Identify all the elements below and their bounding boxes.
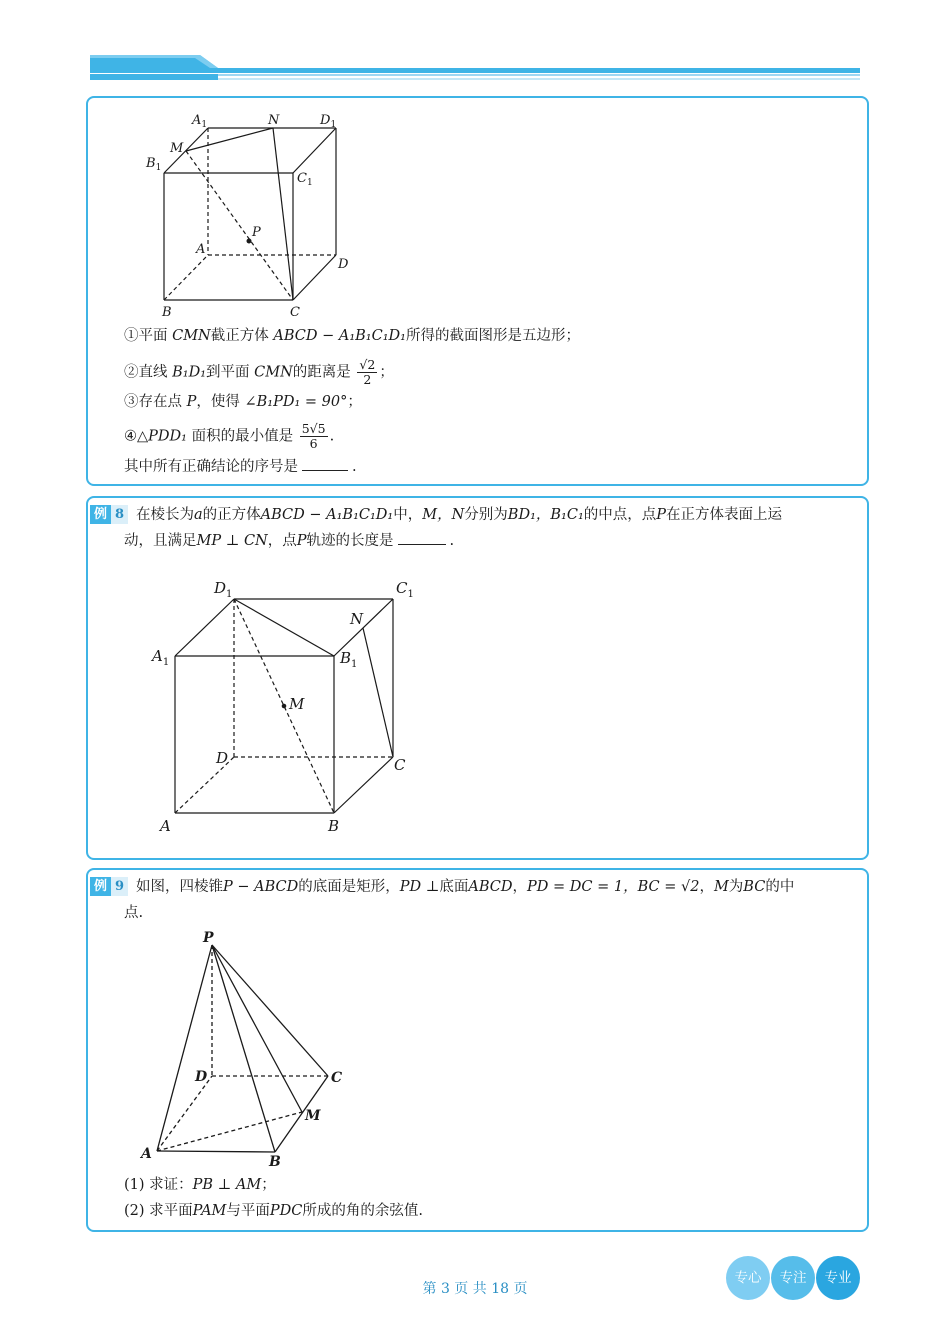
edge-CD bbox=[293, 255, 336, 300]
statement-3: ③存在点 P，使得 ∠B₁PD₁ = 90°； bbox=[124, 394, 362, 410]
page-number: 第 3 页 共 18 页 bbox=[422, 1281, 528, 1297]
svg-text:A: A bbox=[196, 242, 206, 257]
svg-text:D: D bbox=[338, 257, 349, 272]
point-P bbox=[247, 239, 252, 244]
segment-D1B1 bbox=[234, 599, 334, 656]
pyramid-figure-q9 bbox=[135, 925, 365, 1175]
point-M bbox=[282, 704, 287, 709]
svg-text:B1: $B_1$ bbox=[340, 649, 358, 670]
edge-AD-hidden bbox=[157, 1076, 212, 1151]
edge-C1D1 bbox=[293, 128, 336, 173]
statement-4: ④△PDD₁ 面积的最小值是 $\frac{5√5}{6}$ . bbox=[124, 421, 335, 451]
svg-text:P: P bbox=[252, 225, 261, 240]
svg-text:D: D bbox=[195, 1069, 208, 1085]
svg-text:B: B bbox=[269, 1154, 281, 1170]
svg-text:D1: $D_1$ bbox=[320, 113, 337, 130]
svg-text:M: M bbox=[170, 141, 184, 156]
svg-text:C1: $C_1$ bbox=[396, 579, 414, 600]
header-banner bbox=[0, 0, 950, 90]
statement-1: ①平面 CMN截正方体 ABCD − A₁B₁C₁D₁所得的截面图形是五边形； bbox=[124, 328, 580, 344]
cube-figure-q8 bbox=[150, 575, 440, 840]
example-9-part-1: (1) 求证：PB ⊥ AM； bbox=[124, 1177, 276, 1193]
svg-text:A1: $A_1$ bbox=[152, 647, 170, 668]
example-9-tag: 例 9 bbox=[90, 877, 128, 896]
edge-AB bbox=[157, 1151, 275, 1152]
edge-PA bbox=[157, 945, 212, 1151]
edge-BC bbox=[334, 757, 393, 813]
fraction-sqrt2-over-2: $\frac{√2}{2}$ bbox=[359, 357, 376, 387]
fraction-5sqrt5-over-6: $\frac{5√5}{6}$ bbox=[301, 421, 326, 451]
svg-text:A: A bbox=[160, 817, 171, 835]
svg-text:B1: $B_1$ bbox=[146, 156, 162, 173]
svg-text:C: C bbox=[331, 1070, 343, 1086]
example-8-text: 在棱长为a的正方体ABCD − A₁B₁C₁D₁中，M，N分别为BD₁，B₁C₁的中点，点P在正方体表面上运 动，且满足MP ⊥ CN，点P轨迹的长度是 . bbox=[124, 507, 783, 549]
edge-PB bbox=[212, 945, 275, 1152]
svg-text:M: M bbox=[305, 1108, 321, 1124]
svg-text:C1: $C_1$ bbox=[297, 171, 313, 188]
edge-B1C1 bbox=[334, 599, 393, 656]
svg-text:A: A bbox=[141, 1146, 152, 1162]
svg-text:N: N bbox=[268, 113, 280, 128]
svg-text:C: C bbox=[290, 305, 300, 320]
edge-PC bbox=[212, 945, 328, 1076]
cube-figure-q7 bbox=[140, 105, 360, 320]
svg-text:M: M bbox=[289, 695, 305, 713]
example-9-part-2: (2) 求平面PAM与平面PDC所成的角的余弦值. bbox=[124, 1203, 423, 1219]
edge-BA-hidden bbox=[164, 255, 208, 300]
badge-zhuanzhu: 专注 bbox=[771, 1256, 815, 1300]
edge-PM bbox=[212, 945, 302, 1112]
segment-MN bbox=[186, 128, 273, 151]
svg-text:N: N bbox=[350, 610, 364, 628]
badge-zhuanye: 专业 bbox=[816, 1256, 860, 1300]
svg-text:B: B bbox=[328, 817, 340, 835]
segment-NC bbox=[273, 128, 293, 300]
segment-NC bbox=[363, 628, 393, 757]
answer-blank-q7[interactable] bbox=[302, 456, 348, 471]
example-8-tag: 例 8 bbox=[90, 505, 128, 524]
answer-blank-q8[interactable] bbox=[398, 530, 446, 545]
example-9-text: 如图，四棱锥P − ABCD的底面是矩形，PD ⊥底面ABCD，PD = DC = 1，BC = √2，M为BC的中 点. bbox=[124, 879, 795, 921]
svg-text:B: B bbox=[162, 305, 172, 320]
svg-text:P: P bbox=[203, 930, 214, 946]
svg-text:C: C bbox=[394, 756, 406, 774]
svg-text:D: D bbox=[216, 749, 229, 767]
question-7-prompt: 其中所有正确结论的序号是 . bbox=[124, 456, 357, 477]
svg-text:D1: $D_1$ bbox=[214, 579, 233, 600]
svg-text:A1: $A_1$ bbox=[192, 113, 208, 130]
edge-A1D1 bbox=[175, 599, 234, 656]
statement-2: ②直线 B₁D₁到平面 CMN的距离是 $\frac{√2}{2}$ ； bbox=[124, 357, 394, 387]
badge-zhuanxin: 专心 bbox=[726, 1256, 770, 1300]
